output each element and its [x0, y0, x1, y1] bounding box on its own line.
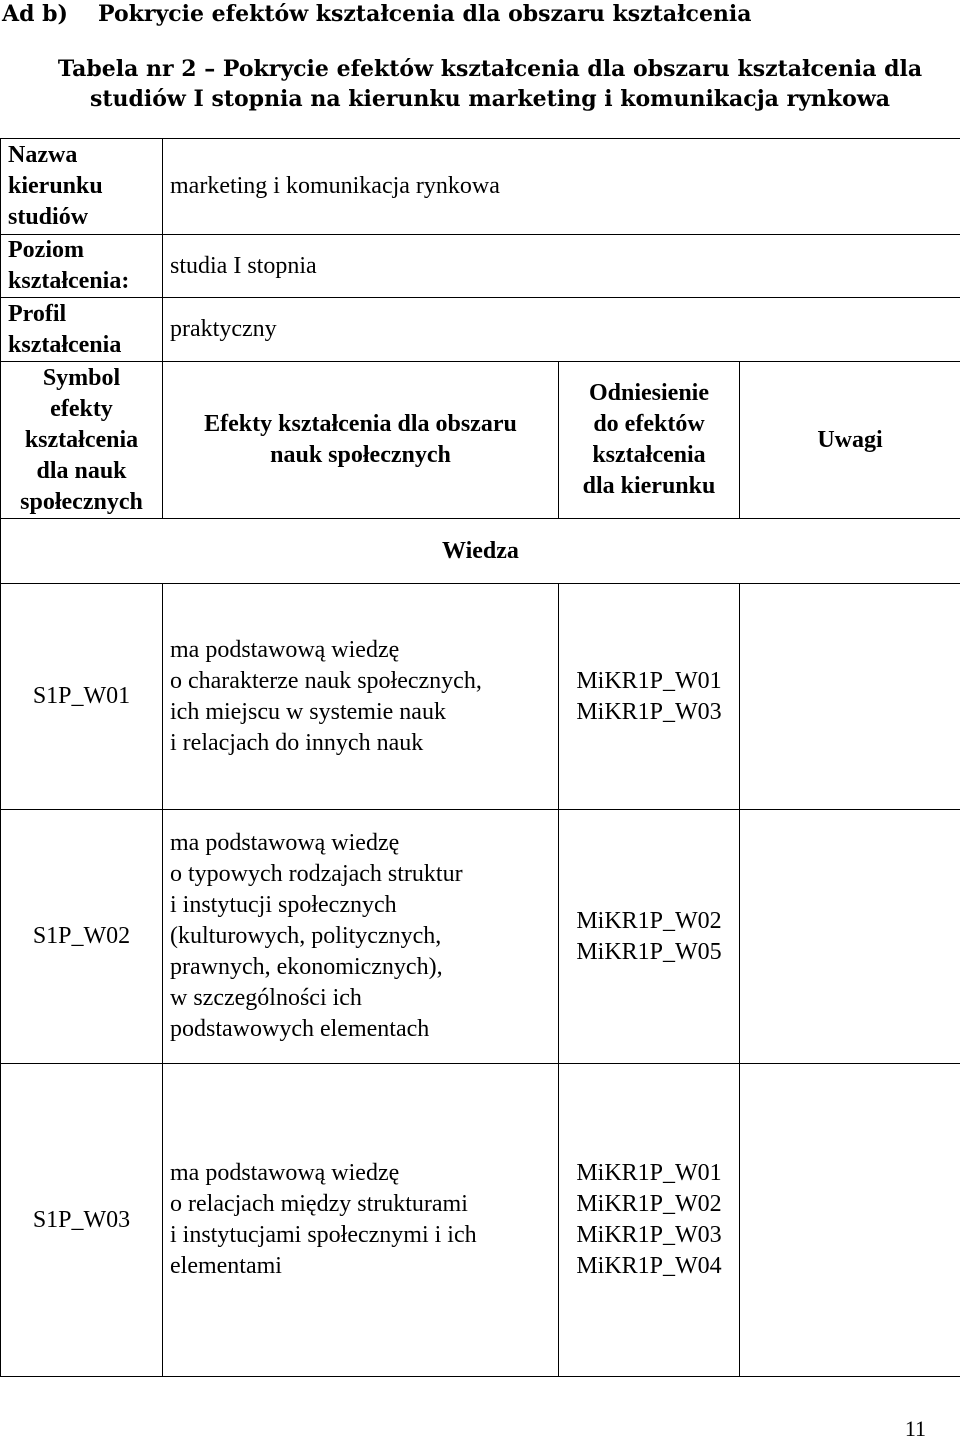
- row-notes: [740, 810, 960, 1064]
- header-reference: Odniesienie do efektów kształcenia dla kierunku: [559, 362, 740, 519]
- row-symbol: S1P_W02: [1, 810, 163, 1064]
- row-symbol: S1P_W03: [1, 1064, 163, 1377]
- level-row: [1, 235, 960, 298]
- page-number: 11: [904, 1416, 926, 1441]
- row-reference: MiKR1P_W01 MiKR1P_W03: [559, 584, 740, 810]
- row-reference: MiKR1P_W01 MiKR1P_W02 MiKR1P_W03 MiKR1P_W04: [559, 1064, 740, 1377]
- row-reference: MiKR1P_W02 MiKR1P_W05: [559, 810, 740, 1064]
- field-label: Nazwa kierunku studiów: [1, 139, 163, 235]
- table-row: [1, 810, 960, 1064]
- section-title: Pokrycie efektów kształcenia dla obszaru kształcenia: [98, 1, 752, 27]
- coverage-table: [0, 138, 960, 1377]
- table-row: [1, 584, 960, 810]
- field-value: marketing i komunikacja rynkowa: [163, 139, 960, 235]
- level-value: studia I stopnia: [163, 235, 960, 298]
- profile-row: [1, 298, 960, 362]
- row-symbol: S1P_W01: [1, 584, 163, 810]
- field-row: [1, 139, 960, 235]
- header-notes: Uwagi: [740, 362, 960, 519]
- row-effect: ma podstawową wiedzę o charakterze nauk społecznych, ich miejscu w systemie nauk i relacjach do innych nauk: [163, 584, 559, 810]
- row-effect: ma podstawową wiedzę o typowych rodzajach struktur i instytucji społecznych (kulturowych, politycznych, prawnych, ekonomicznych), w szczególności ich podstawowych elementach: [163, 810, 559, 1064]
- section-row: [1, 519, 960, 584]
- header-effects: Efekty kształcenia dla obszaru nauk społecznych: [163, 362, 559, 519]
- profile-value: praktyczny: [163, 298, 960, 362]
- section-heading: [2, 0, 752, 28]
- level-label: Poziom kształcenia:: [1, 235, 163, 298]
- table-row: [1, 1064, 960, 1377]
- section-label: Wiedza: [1, 519, 960, 584]
- row-notes: [740, 1064, 960, 1377]
- row-notes: [740, 584, 960, 810]
- profile-label: Profil kształcenia: [1, 298, 163, 362]
- column-header-row: [1, 362, 960, 519]
- table-caption: [0, 54, 960, 114]
- section-number: Ad b): [2, 1, 68, 27]
- table-caption-line-2: studiów I stopnia na kierunku marketing i komunikacja rynkowa: [89, 86, 891, 112]
- table-caption-line-1: Tabela nr 2 – Pokrycie efektów kształcenia dla obszaru kształcenia dla: [57, 56, 923, 82]
- row-effect: ma podstawową wiedzę o relacjach między strukturami i instytucjami społecznymi i ich elementami: [163, 1064, 559, 1377]
- header-symbol: Symbol efekty kształcenia dla nauk społecznych: [1, 362, 163, 519]
